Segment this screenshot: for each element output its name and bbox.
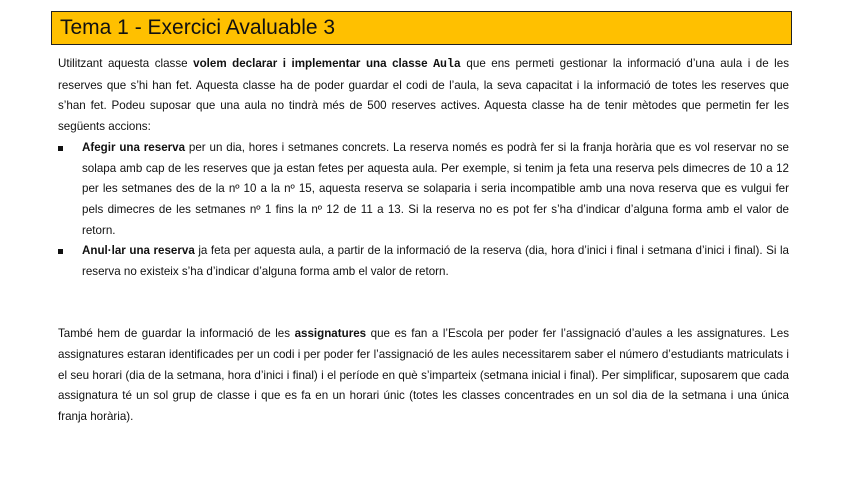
subjects-bold: assignatures [294,327,367,341]
paragraph-spacer [58,283,789,304]
paragraph-spacer [58,303,789,324]
slide-title: Tema 1 - Exercici Avaluable 3 [60,16,336,39]
bullet-text: ja feta per aquesta aula, a partir de la informació de la reserva (dia, hora d’inici i final i setmana d’inici i final). Si la reserva no existeix s’ha d’indicar d’alguna forma amb el valor de retorn. [82,244,789,279]
intro-text-2: que ens permeti gestionar la informació d’una aula i de les reserves que s’hi han fet. Aquesta classe ha de poder guardar el codi de l’aula, la seva capacitat i la informació de totes les reserves que s’han fet. Podeu suposar que una aula no tindrà més de 500 reserves actives. Aquesta classe ha de tenir mètodes que permetin fer les següents accions: [58,57,790,134]
slide-body [58,54,789,428]
class-name-code: Aula [433,58,461,71]
bullet-text: per un dia, hores i setmanes concrets. La reserva només es podrà fer si la franja horària que es vol reservar no se solapa amb cap de les reserves que ja estan fetes per aquesta aula. Per exemple, si tenim ja feta una reserva pels dimecres de 10 a 12 per les setmanes des de la nº 10 a la nº 15, aquesta reserva se solaparia i seria incompatible amb una nova reserva que es vulgui fer pels dimecres de les setmanes nº 1 fins la nº 12 de 11 a 13. Si la reserva no es pot fer s’ha d’indicar d’alguna forma amb el valor de retorn. [82,140,789,237]
square-bullet-icon [58,249,63,254]
intro-paragraph [58,54,789,138]
bullet-bold-label: Afegir una reserva [82,140,186,154]
square-bullet-icon [58,146,63,151]
actions-list [58,138,789,283]
bullet-bold-label: Anul·lar una reserva [82,244,195,258]
subjects-text-1: També hem de guardar la informació de les [58,327,295,341]
subjects-text-2: que es fan a l’Escola per poder fer l’assignació d’aules a les assignatures. Les assignatures estaran identificades per un codi i per poder fer l’assignació de les aules necessitarem saber el número d’estudiants matriculats i el seu horari (dia de la setmana, hora d’inici i final) i el període en què s’imparteix (setmana inicial i final). Per simplificar, suposarem que cada assignatura té un sol grup de classe i que es fa en un horari únic (totes les classes concentrades en un sol dia de la setmana i una única franja horària). [58,327,789,423]
intro-bold: volem declarar i implementar una classe [193,57,434,70]
slide-title-bar [51,11,792,45]
list-item-cancel-reservation [58,241,789,282]
list-item-add-reservation [58,138,789,242]
intro-text-1: Utilitzant aquesta classe [58,57,194,70]
subjects-paragraph [58,324,789,428]
